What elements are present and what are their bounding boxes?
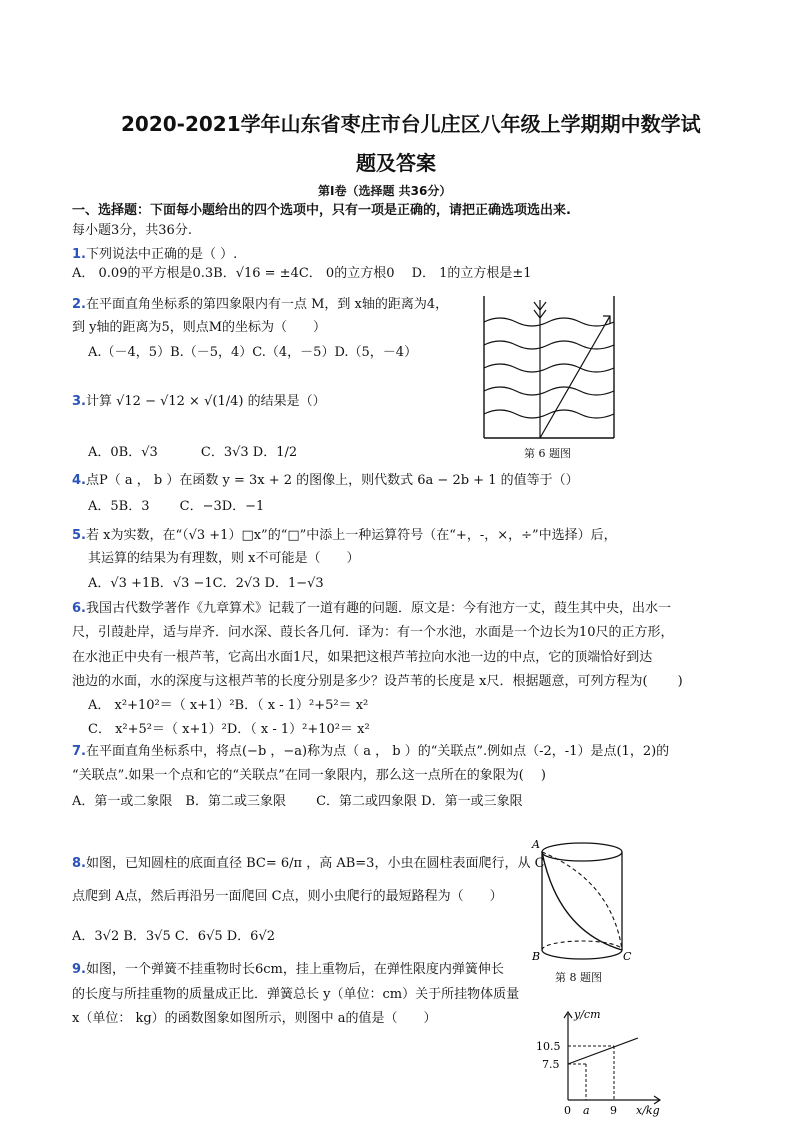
question-6-stem-1 xyxy=(72,601,671,617)
question-2-stem-2: 到 y轴的距离为5，则点M的坐标为（ ） xyxy=(72,320,327,335)
question-7-options: A．第一或二象限 B．第二或三象限 C．第二或四象限 D．第一或三象限 xyxy=(72,794,523,809)
question-number: 5. xyxy=(72,528,86,543)
question-3-options: A．0B．√3 C．3√3 D．1/2 xyxy=(88,445,298,460)
question-3-stem xyxy=(72,394,326,410)
question-5-stem-1 xyxy=(72,528,617,544)
figure-9-graph xyxy=(530,1002,680,1118)
question-1-stem xyxy=(72,247,237,263)
question-number: 6. xyxy=(72,601,86,616)
question-text: 在平面直角坐标系中，将点(−b ，−a)称为点（ a ， b ）的“关联点”.例如点（-2，-1）是点(1，2)的 xyxy=(85,744,670,759)
x-tick-9: 9 xyxy=(610,1104,617,1117)
question-7-stem-1 xyxy=(72,744,669,760)
figure-6-caption: 第 6 题图 xyxy=(524,447,571,460)
question-4-stem xyxy=(72,473,579,489)
question-text: 如图，一个弹簧不挂重物时长6cm，挂上重物后，在弹性限度内弹簧伸长 xyxy=(85,962,504,977)
question-2-stem-1 xyxy=(72,297,448,313)
question-number: 9. xyxy=(72,962,86,977)
y-axis-label: y/cm xyxy=(574,1008,601,1021)
question-text: 我国古代数学著作《九章算术》记载了一道有趣的问题．原文是：今有池方一丈，葭生其中央，出水一 xyxy=(85,601,671,616)
section-title: 第Ⅰ卷（选择题 共36分） xyxy=(318,184,452,198)
question-text: 如图，已知圆柱的底面直径 BC= 6/π ，高 AB=3，小虫在圆柱表面爬行，从 C xyxy=(85,856,545,871)
figure-8-cylinder xyxy=(530,836,634,968)
question-number: 2. xyxy=(72,297,86,312)
question-8-options: A．3√2 B．3√5 C．6√5 D．6√2 xyxy=(72,929,276,944)
instructions-line1: 一、选择题：下面每小题给出的四个选项中，只有一项是正确的，请把正确选项选出来. xyxy=(72,203,571,218)
question-number: 7. xyxy=(72,744,86,759)
y-tick-10-5: 10.5 xyxy=(536,1040,561,1053)
question-number: 8. xyxy=(72,856,86,871)
point-label-b: B xyxy=(532,950,541,963)
question-6-stem-4: 池边的水面，水的深度与这根芦苇的长度分别是多少？设芦苇的长度是 x尺．根据题意，可列方程为( ) xyxy=(72,674,683,689)
question-text: 在平面直角坐标系的第四象限内有一点 M，到 x轴的距离为4， xyxy=(85,297,449,312)
question-9-stem-2: 的长度与所挂重物的质量成正比．弹簧总长 y（单位：cm）关于所挂物体质量 xyxy=(72,987,520,1002)
question-8-stem-2: 点爬到 A点，然后再沿另一面爬回 C点，则小虫爬行的最短路程为（ ） xyxy=(72,889,503,904)
question-4-options: A．5B．3 C．−3D．−1 xyxy=(88,499,265,514)
question-7-stem-2: “关联点”.如果一个点和它的“关联点”在同一象限内，那么这一点所在的象限为( ) xyxy=(72,768,546,783)
y-tick-7-5: 7.5 xyxy=(542,1058,560,1071)
instructions-line2: 每小题3分，共36分. xyxy=(72,223,192,238)
question-text: 点P（ a ， b ）在函数 y = 3x + 2 的图像上，则代数式 6a − 2b + 1 的值等于（） xyxy=(85,473,579,488)
question-6-options-ab: A． x²+10²＝（ x+1）²B．（ x - 1）²+5²＝ x² xyxy=(88,698,369,713)
question-6-options-cd: C． x²+5²＝（ x+1）²D．（ x - 1）²+10²＝ x² xyxy=(88,722,370,737)
question-8-stem-1 xyxy=(72,856,545,872)
question-6-stem-2: 尺，引葭赴岸，适与岸齐．问水深、葭长各几何．译为：有一个水池，水面是一个边长为10尺的正方形， xyxy=(72,625,674,640)
doc-title-line2: 题及答案 xyxy=(356,151,436,175)
question-9-stem-1 xyxy=(72,962,504,978)
question-text: 计算 √12 − √12 × √(1/4) 的结果是（） xyxy=(85,394,326,409)
point-label-c: C xyxy=(623,950,632,963)
x-tick-0: 0 xyxy=(564,1104,571,1117)
question-5-options: A．√3 +1B．√3 −1C．2√3 D．1−√3 xyxy=(88,576,324,591)
question-text: 若 x为实数，在“（√3 +1）□x”的“□”中添上一种运算符号（在“+，-，×，÷”中选择）后， xyxy=(85,528,617,543)
question-number: 1. xyxy=(72,247,86,262)
figure-6-pond xyxy=(476,292,622,442)
x-axis-label: x/kg xyxy=(636,1104,660,1117)
x-tick-a: a xyxy=(583,1104,590,1117)
question-6-stem-3: 在水池正中央有一根芦苇，它高出水面1尺，如果把这根芦苇拉向水池一边的中点，它的顶端恰好到达 xyxy=(72,650,653,665)
question-number: 3. xyxy=(72,394,86,409)
question-text: 下列说法中正确的是（ ）. xyxy=(85,247,238,262)
question-number: 4. xyxy=(72,473,86,488)
question-5-stem-2: 其运算的结果为有理数，则 x不可能是（ ） xyxy=(88,551,360,566)
question-2-options: A.（－4，5）B.（－5，4）C.（4，－5）D.（5，－4） xyxy=(88,345,418,360)
point-label-a: A xyxy=(532,838,540,851)
doc-title-line1: 2020-2021学年山东省枣庄市台儿庄区八年级上学期期中数学试 xyxy=(121,112,701,136)
figure-8-caption: 第 8 题图 xyxy=(555,971,602,984)
question-1-options: A． 0.09的平方根是0.3B．√16 = ±4C． 0的立方根0 D． 1的立方根是±1 xyxy=(72,266,532,281)
question-9-stem-3: x（单位： kg）的函数图象如图所示，则图中 a的值是（ ） xyxy=(72,1011,437,1026)
